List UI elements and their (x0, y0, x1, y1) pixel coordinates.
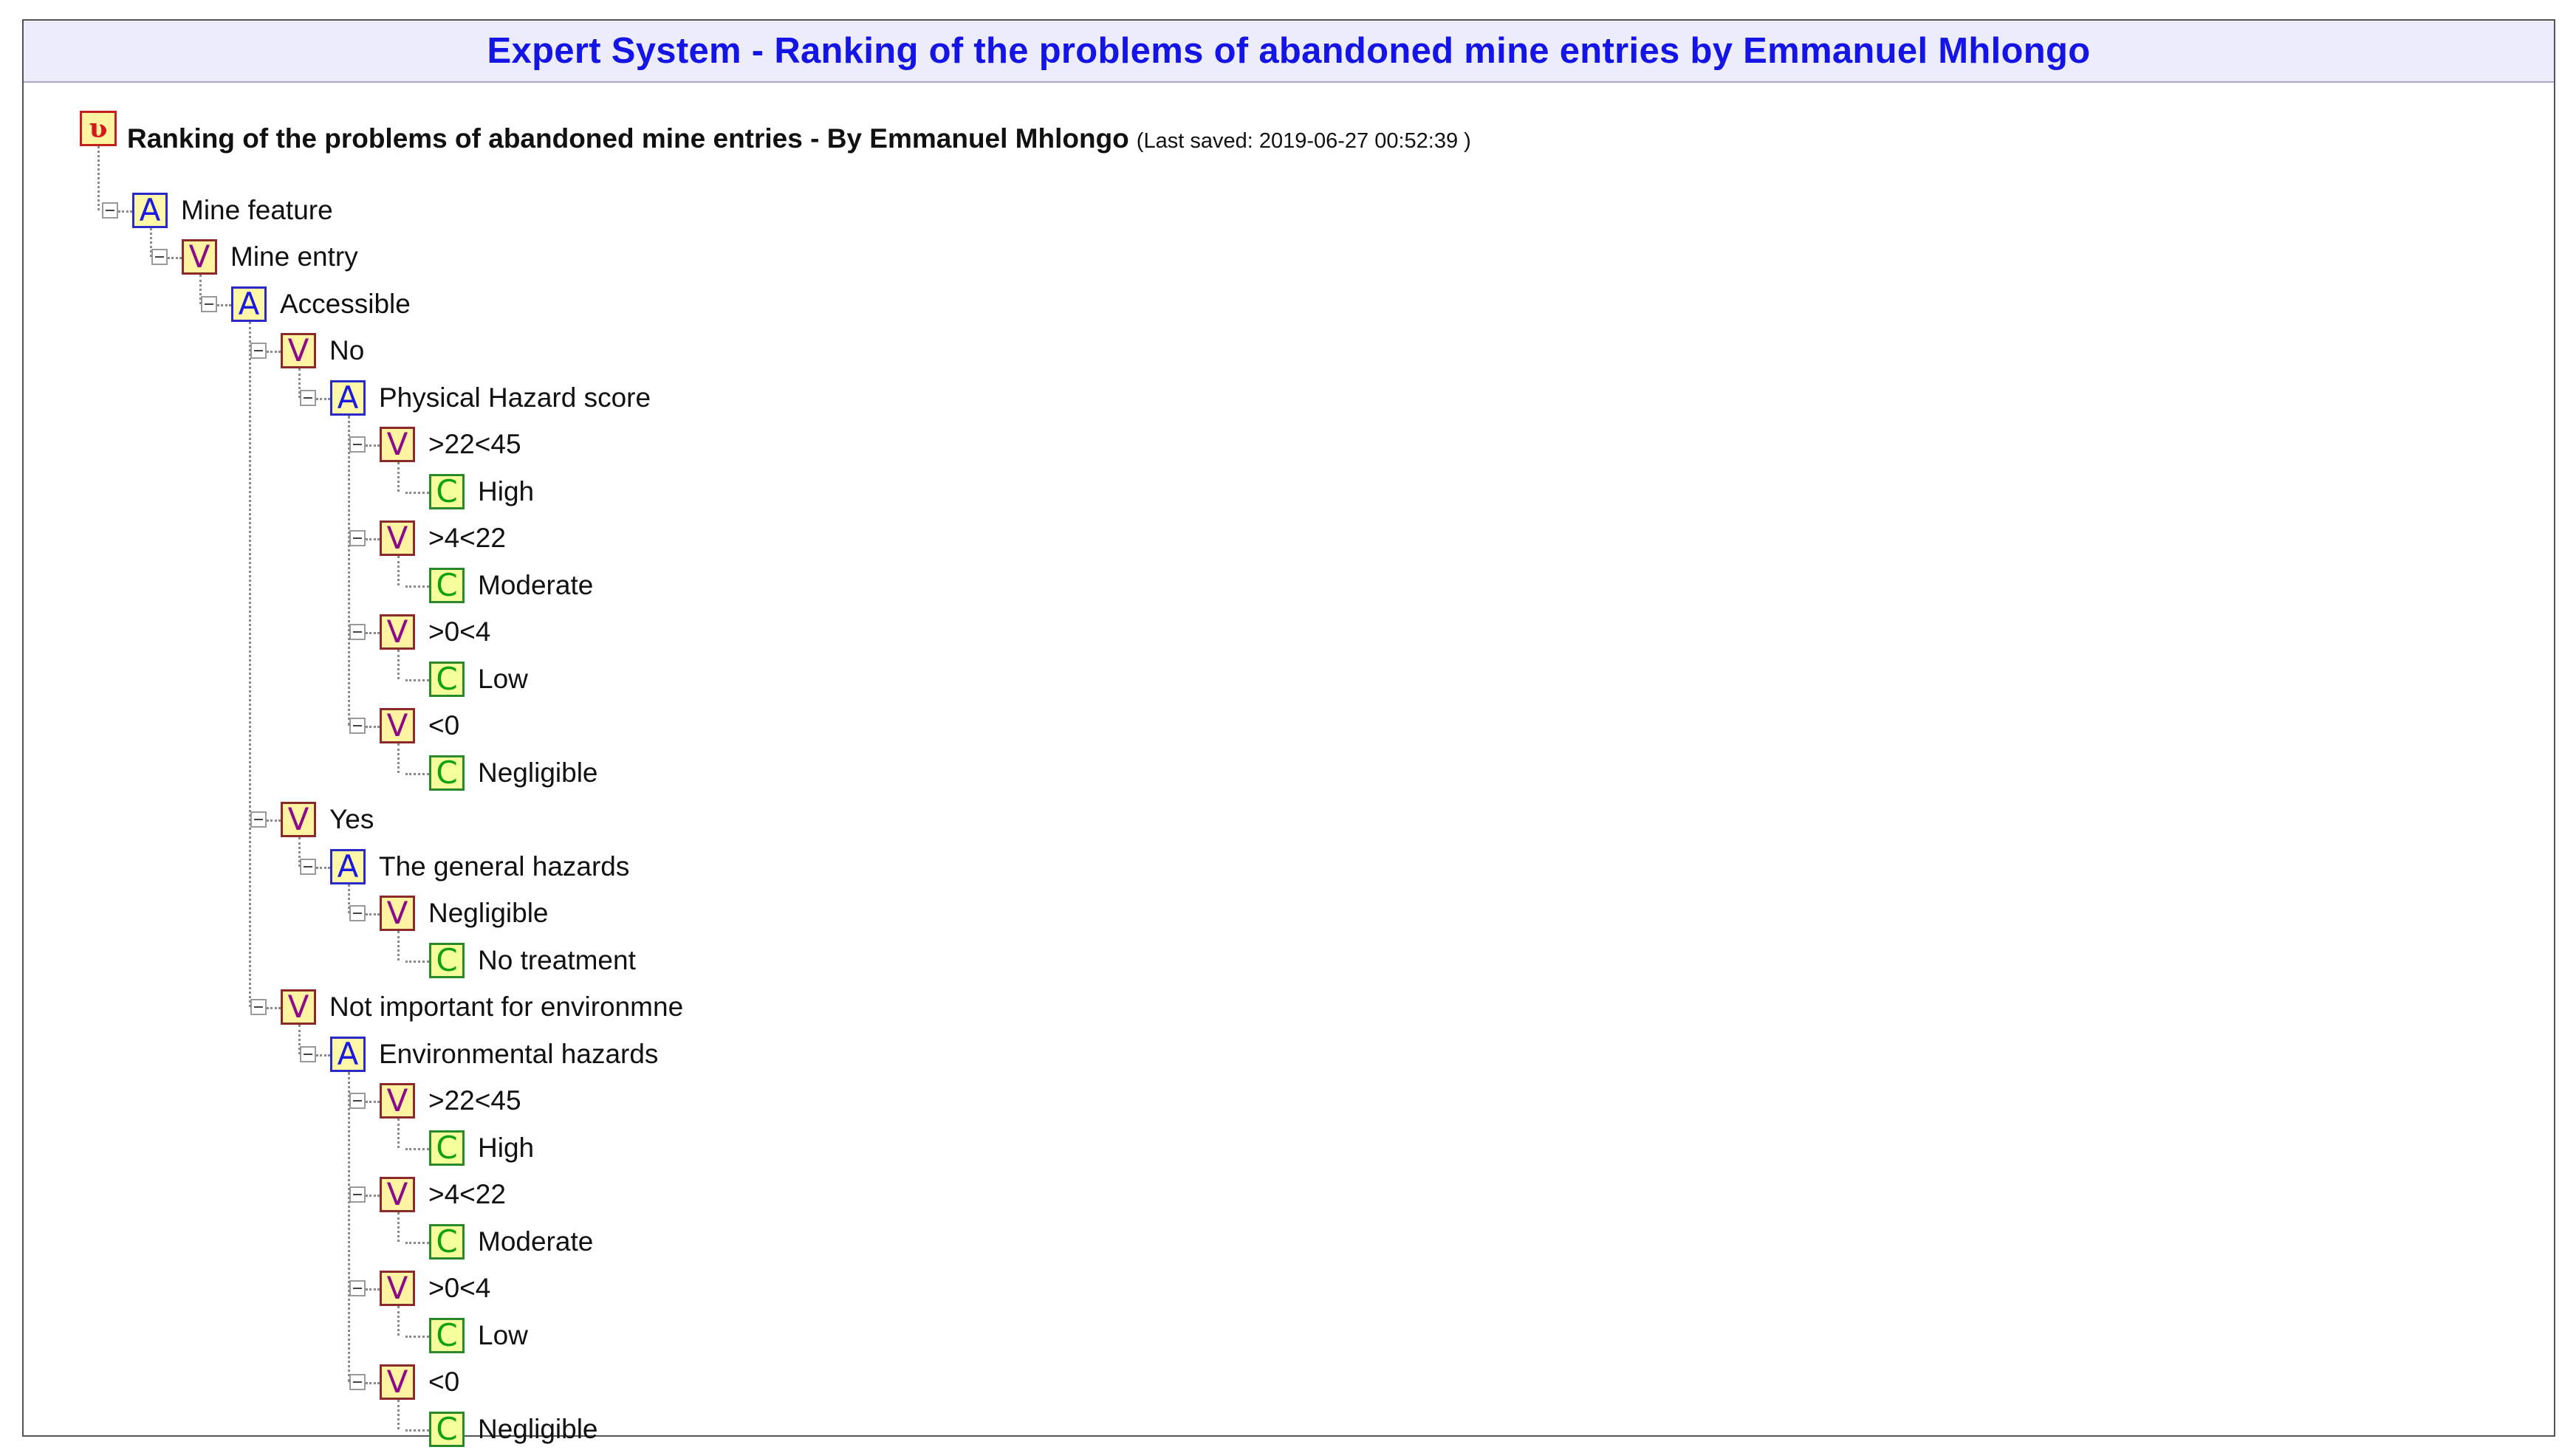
value-v-icon: V (380, 1364, 415, 1400)
collapse-toggle-icon[interactable] (349, 1186, 366, 1203)
collapse-toggle-icon[interactable] (250, 999, 267, 1015)
tree-connector (316, 398, 330, 400)
collapse-toggle-icon[interactable] (201, 296, 217, 312)
tree-connector (150, 228, 152, 258)
value-v-icon: V (281, 333, 316, 368)
expert-system-panel (22, 19, 2555, 1447)
conclusion-c-icon: C (429, 755, 465, 791)
conclusion-c-icon: C (429, 662, 465, 697)
attribute-a-icon: A (330, 1037, 366, 1072)
conclusion-node[interactable]: Low (478, 663, 528, 694)
conclusion-c-icon: C (429, 474, 465, 509)
value-v-icon: V (380, 614, 415, 650)
tree-connector (348, 1072, 350, 1383)
conclusion-node[interactable]: Moderate (478, 1226, 594, 1257)
collapse-toggle-icon[interactable] (250, 811, 267, 828)
attribute-a-icon: A (330, 849, 366, 884)
attribute-a-icon: A (231, 286, 267, 322)
tree-connector (348, 884, 350, 914)
value-v-icon: V (281, 802, 316, 837)
collapse-toggle-icon[interactable] (349, 718, 366, 734)
value-node[interactable]: Not important for environmne (329, 992, 684, 1023)
value-v-icon: V (380, 1083, 415, 1119)
value-node[interactable]: Yes (329, 804, 374, 835)
tree-connector (366, 1288, 380, 1291)
collapse-toggle-icon[interactable] (300, 1046, 316, 1062)
conclusion-c-icon: C (429, 943, 465, 978)
tree-connector (249, 322, 251, 1008)
value-v-icon: V (380, 896, 415, 931)
conclusion-node[interactable]: Low (478, 1319, 528, 1350)
conclusion-node[interactable]: High (478, 1132, 535, 1163)
conclusion-c-icon: C (429, 1224, 465, 1260)
tree-connector (168, 257, 182, 259)
tree-root[interactable] (127, 121, 1471, 162)
value-node[interactable]: Negligible (428, 898, 549, 929)
collapse-toggle-icon[interactable] (349, 624, 366, 640)
tree-connector (298, 1025, 301, 1054)
tree-connector (316, 1054, 330, 1056)
value-node[interactable]: >0<4 (428, 616, 491, 647)
collapse-toggle-icon[interactable] (349, 905, 366, 921)
value-v-icon: V (380, 1271, 415, 1306)
tree-connector (267, 820, 281, 822)
tree-connector (405, 1242, 429, 1244)
conclusion-c-icon: C (429, 568, 465, 603)
value-v-icon: V (380, 427, 415, 462)
tree-connector (397, 1212, 400, 1242)
tree-connector (366, 1382, 380, 1384)
value-node[interactable]: Mine entry (230, 241, 358, 272)
tree-connector (397, 931, 400, 961)
collapse-toggle-icon[interactable] (250, 343, 267, 359)
attribute-node[interactable]: The general hazards (379, 851, 630, 882)
tree-connector (298, 368, 301, 398)
conclusion-c-icon: C (429, 1318, 465, 1353)
collapse-toggle-icon[interactable] (102, 202, 118, 219)
value-node[interactable]: >0<4 (428, 1273, 491, 1304)
attribute-node[interactable]: Mine feature (181, 194, 333, 225)
attribute-a-icon: A (132, 193, 168, 228)
root-title: Ranking of the problems of abandoned mine entries - By Emmanuel Mhlongo (127, 123, 1129, 154)
tree-connector (405, 492, 429, 494)
value-v-icon: V (182, 239, 217, 275)
value-node[interactable]: >22<45 (428, 1085, 521, 1116)
tree-connector (397, 556, 400, 585)
tree-connector (366, 726, 380, 728)
tree-connector (405, 1336, 429, 1338)
conclusion-node[interactable]: Moderate (478, 569, 594, 600)
value-node[interactable]: <0 (428, 710, 460, 741)
value-node[interactable]: >4<22 (428, 1179, 506, 1210)
collapse-toggle-icon[interactable] (349, 1280, 366, 1296)
collapse-toggle-icon[interactable] (349, 1374, 366, 1390)
conclusion-node[interactable]: High (478, 475, 535, 506)
tree-connector (366, 1101, 380, 1103)
expert-system-logo-icon: ʋ (80, 111, 117, 146)
attribute-node[interactable]: Physical Hazard score (379, 382, 651, 413)
value-v-icon: V (281, 989, 316, 1025)
collapse-toggle-icon[interactable] (349, 436, 366, 453)
conclusion-node[interactable]: Negligible (478, 757, 598, 788)
value-node[interactable]: >4<22 (428, 523, 506, 554)
tree-connector (405, 1148, 429, 1150)
conclusion-c-icon: C (429, 1412, 465, 1447)
tree-connector (217, 304, 231, 306)
collapse-toggle-icon[interactable] (300, 390, 316, 406)
value-node[interactable]: No (329, 335, 365, 366)
knowledge-tree (24, 21, 2554, 1447)
tree-connector (405, 679, 429, 681)
tree-connector (405, 773, 429, 775)
tree-connector (366, 538, 380, 540)
tree-connector (267, 1007, 281, 1009)
tree-connector (97, 146, 100, 210)
tree-connector (397, 1119, 400, 1148)
tree-connector (405, 585, 429, 588)
tree-connector (366, 632, 380, 634)
conclusion-node[interactable]: No treatment (478, 944, 636, 975)
tree-connector (366, 913, 380, 915)
collapse-toggle-icon[interactable] (349, 530, 366, 546)
value-v-icon: V (380, 1177, 415, 1212)
value-node[interactable]: <0 (428, 1367, 460, 1398)
value-v-icon: V (380, 708, 415, 743)
attribute-node[interactable]: Environmental hazards (379, 1038, 659, 1069)
tree-connector (405, 1429, 429, 1432)
tree-connector (397, 650, 400, 679)
conclusion-c-icon: C (429, 1130, 465, 1166)
value-v-icon: V (380, 520, 415, 556)
tree-connector (397, 1400, 400, 1429)
conclusion-node[interactable]: Negligible (478, 1413, 598, 1444)
tree-connector (397, 462, 400, 492)
tree-connector (366, 444, 380, 447)
tree-connector (348, 416, 350, 726)
tree-connector (199, 275, 202, 304)
collapse-toggle-icon[interactable] (300, 859, 316, 875)
collapse-toggle-icon[interactable] (151, 249, 168, 265)
tree-connector (316, 867, 330, 869)
attribute-node[interactable]: Accessible (280, 288, 411, 319)
window-title: Expert System - Ranking of the problems of abandoned mine entries by Emmanuel Mhlongo (487, 31, 2091, 71)
last-saved-info: (Last saved: 2019-06-27 00:52:39 ) (1136, 129, 1471, 153)
tree-connector (366, 1195, 380, 1197)
tree-connector (298, 837, 301, 867)
tree-connector (405, 961, 429, 963)
tree-connector (118, 210, 132, 213)
tree-connector (397, 743, 400, 773)
tree-connector (267, 351, 281, 353)
collapse-toggle-icon[interactable] (349, 1093, 366, 1109)
tree-connector (397, 1306, 400, 1336)
attribute-a-icon: A (330, 380, 366, 416)
value-node[interactable]: >22<45 (428, 429, 521, 460)
